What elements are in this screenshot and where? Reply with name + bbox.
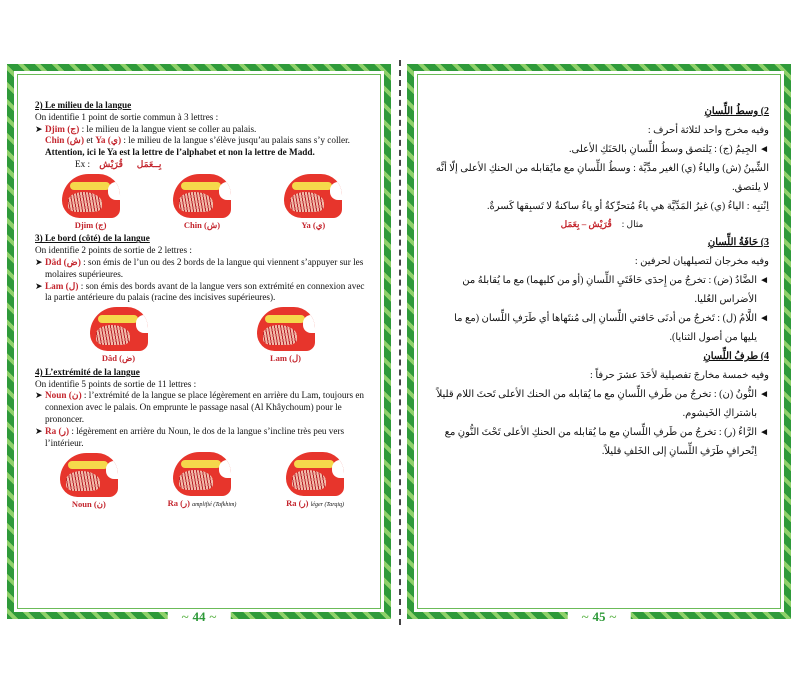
arrow-icon: ➤ bbox=[35, 257, 43, 267]
section-4-figures bbox=[35, 452, 369, 510]
right-page-content bbox=[435, 102, 769, 461]
arrow-icon: ◄ bbox=[759, 389, 769, 401]
mouth-diagram bbox=[173, 174, 231, 218]
section-3-title: 3) Le bord (côté) de la langue bbox=[35, 233, 150, 244]
section-2-figures bbox=[35, 174, 369, 231]
figure-ra-tarqiq: Ra (ر) léger (Tarqiq) bbox=[286, 452, 344, 510]
mouth-diagram bbox=[257, 307, 315, 351]
shin-entry-ar: الشِّينُ (ش) والياءُ (ي) الغير مدِّيَّة : وسطُ اللِّسانِ مع مايُقابله من الحنكِ الأعلى إلّا أنَّه لا يلتصق. bbox=[435, 163, 769, 193]
mouth-diagram bbox=[60, 453, 118, 497]
left-page-content bbox=[35, 100, 369, 513]
section-4-intro: On identifie 5 points de sortie de 11 lettres : bbox=[35, 378, 197, 389]
page-number: ~ 45 ~ bbox=[568, 609, 631, 625]
page-divider bbox=[399, 60, 401, 625]
lam-entry: ➤ Lam (ل) : son émis des bords avant de la langue vers son extrémité en connexion avec la partie antérieure du palais (racine des incisives supérieures). bbox=[35, 280, 365, 303]
arrow-icon: ◄ bbox=[759, 427, 769, 439]
figure-dad: Dâd (ض) bbox=[90, 307, 148, 364]
section-2-title-ar: 2) وسطُ اللِّسانِ bbox=[704, 106, 769, 117]
section-2-title: 2) Le milieu de la langue bbox=[35, 100, 132, 110]
section-4-title: 4) L’extrémité de la langue bbox=[35, 366, 140, 377]
arrow-icon: ◄ bbox=[759, 275, 769, 287]
tanbih-ar: اِنْتبِه : الياءُ (ي) غيرُ المَدِّيَّة هي ياءٌ مُتحرِّكةٌ أو ياءٌ ساكنةٌ لا تَسبِقها كَسرةٌ. bbox=[487, 201, 769, 212]
figure-lam: Lam (ل) bbox=[257, 307, 315, 364]
mithal-ar: مثال : قُرَيْش – بِعَمَل bbox=[560, 219, 644, 229]
section-4-title-ar: 4) طرفُ اللِّسانِ bbox=[703, 351, 769, 363]
section-2-intro-ar: وفيه مخرج واحد لثلاثة أحرف : bbox=[647, 125, 769, 136]
mouth-diagram bbox=[284, 174, 342, 218]
section-3-figures bbox=[35, 307, 369, 364]
left-page bbox=[7, 64, 391, 624]
section-4-intro-ar: وفيه خمسة مخارجَ تفصيلية لأحَدَ عشرَ حرفاً : bbox=[590, 370, 769, 382]
figure-ra-tafkhim: Ra (ر) amplifié (Tafkhim) bbox=[168, 452, 237, 510]
dad-entry: ➤ Dâd (ض) : son émis de l’un ou des 2 bords de la langue qui viennent s’appuyer sur les molaires supérieures. bbox=[35, 257, 364, 279]
chin-ya-entry: Chin (ش) et Ya (ي) : le milieu de la langue s’élève jusqu’au palais sans s’y coller. bbox=[45, 135, 350, 146]
noun-entry: ➤ Noun (ن) : l’extrémité de la langue se place légèrement en arrière du Lam, toujours en connexion avec le palais. On emprunte le passage nasal (Al Khâychoum) pour le prononcer. bbox=[35, 390, 365, 424]
figure-chin: Chin (ش) bbox=[173, 174, 231, 231]
mouth-diagram bbox=[286, 452, 344, 496]
jim-entry-ar: ◄ الجِيمُ (ج) : يَلتصق وسطُ اللِّسانِ بالحَنَكِ الأعلى. bbox=[435, 140, 769, 159]
figure-ya: Ya (ي) bbox=[284, 174, 342, 231]
attention-note: Attention, ici le Ya est la lettre de l’alphabet et non la lettre de Madd. bbox=[45, 147, 315, 158]
section-3-intro: On identifie 2 points de sortie de 2 lettres : bbox=[35, 245, 192, 256]
mouth-diagram bbox=[90, 307, 148, 351]
djim-entry: ➤ Djim (ج) : le milieu de la langue vient se coller au palais. bbox=[35, 123, 257, 134]
mouth-diagram bbox=[62, 174, 120, 218]
section-3-intro-ar: وفيه مخرجان لتصيلهيان لحرفين : bbox=[634, 256, 769, 268]
figure-noun: Noun (ن) bbox=[60, 453, 118, 510]
arrow-icon: ◄ bbox=[759, 313, 769, 325]
mouth-diagram bbox=[173, 452, 231, 496]
section-3-title-ar: 3) حَافَةُ اللِّسانِ bbox=[707, 237, 769, 249]
nun-entry-ar: ◄ النُّونُ (ن) : تخرجُ من طَرفِ اللِّسانِ مع ما يُقابله من الحنك الأعلى تَحتَ اللام قليلاً باشتراكِ الخَيشوم. bbox=[435, 385, 769, 423]
ra-entry-ar: ◄ الرَّاءُ (ر) : تخرجُ من طَرفِ اللِّسانِ مع ما يُقابله من الحنكِ الأعلى تَحْتَ النُّونِ مع اِنْحرافٍ طَرَفِ اللِّسانِ إلى الخَلفِ قليلاً. bbox=[435, 423, 769, 461]
section-2-intro: On identifie 1 point de sortie commun à 3 lettres : bbox=[35, 111, 219, 122]
right-page bbox=[407, 64, 791, 624]
arrow-icon: ◄ bbox=[759, 144, 769, 155]
arrow-icon: ➤ bbox=[35, 280, 43, 291]
lam-entry-ar: ◄ اللَّامُ (ل) : تَخرجُ من أدنَى حَافتي اللِّسانِ إلى مُنتَهاها أي طَرَفِ اللِّسان (مع ما يليها من أصول الثنايا). bbox=[435, 309, 769, 347]
page-number: ~ 44 ~ bbox=[168, 609, 231, 625]
arrow-icon: ➤ bbox=[35, 425, 43, 436]
ra-entry: ➤ Ra (ر) : légèrement en arrière du Noun, le dos de la langue s’incline très peu vers l’intérieur. bbox=[35, 425, 345, 448]
arrow-icon: ➤ bbox=[35, 390, 43, 401]
dad-entry-ar: ◄ الضَّادُ (ض) : تخرجُ من إِحدَى حَافَتَيِ اللِّسانِ (أو من كليهما) مع ما يُقابلهُ من الأضراس العُليا. bbox=[435, 271, 769, 309]
arrow-icon: ➤ bbox=[35, 123, 43, 134]
figure-djim: Djim (ج) bbox=[62, 174, 120, 231]
example-line: Ex : بِــعَمَل قُرَيْش bbox=[75, 158, 162, 169]
